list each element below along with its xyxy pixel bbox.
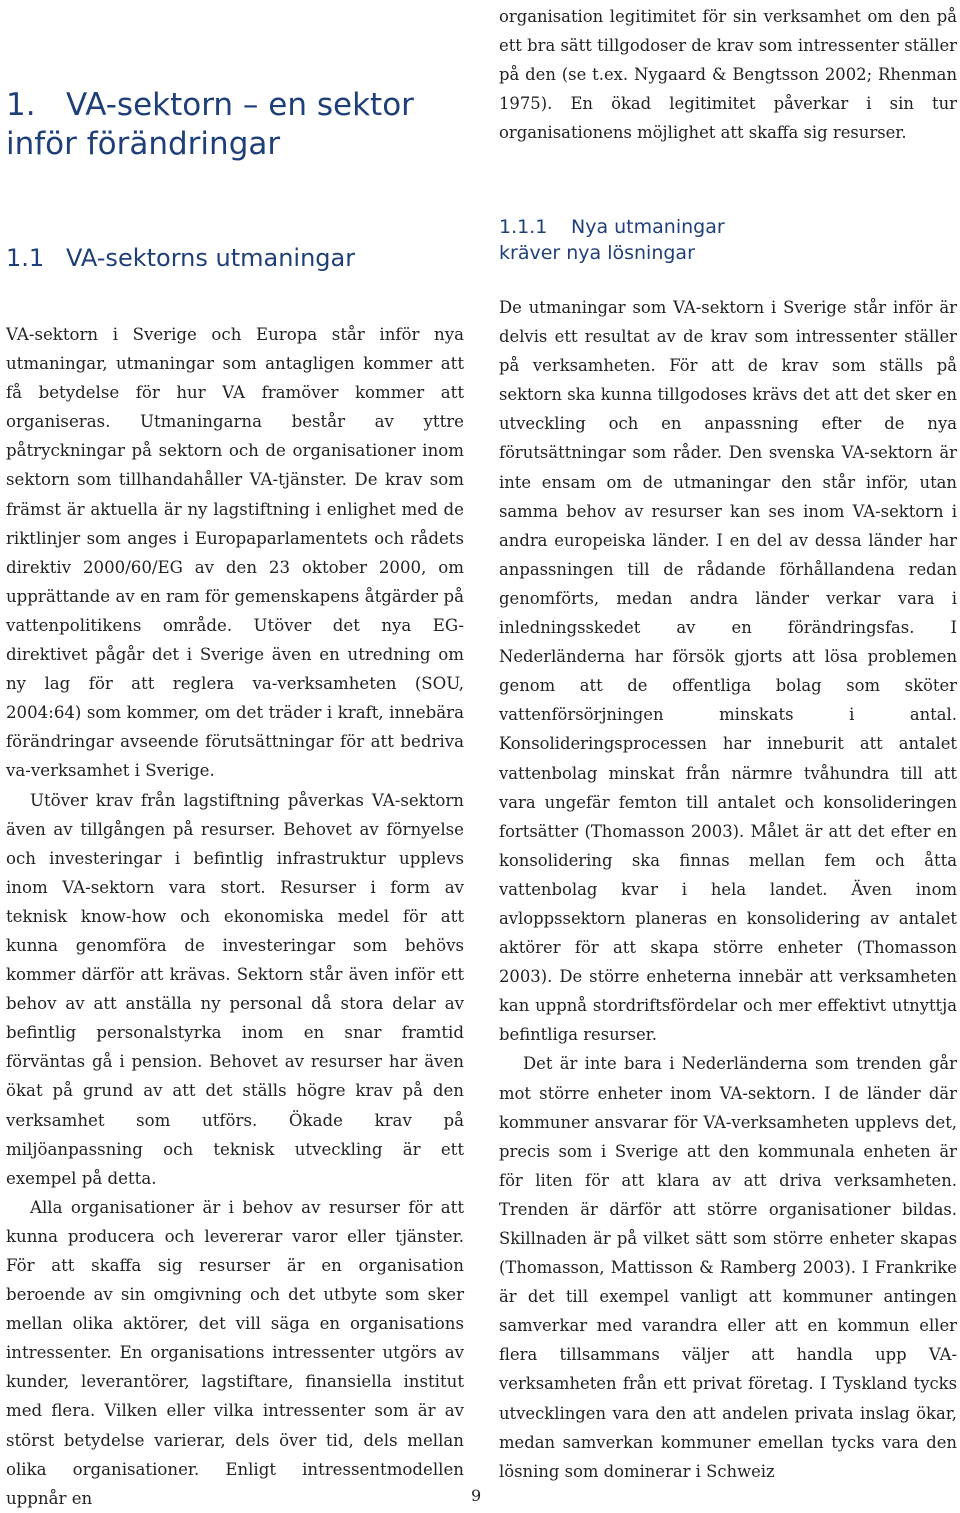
continued-paragraph: organisation legitimitet för sin verksamhet om den på ett bra sätt tillgodoser de krav som intressenter ställer på den (se t.ex. Nygaard & Bengtsson 2002; Rhenman 1975). En ökad legitimitet påverkar i sin tur organisationens möjlighet att skaffa sig resurser. [499, 7, 957, 143]
chapter-title-text: VA-sektorn – en sektor inför förändringar [6, 87, 414, 162]
paragraph: VA-sektorn i Sverige och Europa står inför nya utmaningar, utmaningar som antagligen kommer att få betydelse för hur VA framöver kommer att organiseras. Utmaningarna består av yttre påtryckningar på sektorn och de organisationer inom sektorn som tillhandahåller VA-tjänster. De krav som främst är aktuella är ny lagstiftning i enlighet med de riktlinjer som anges i Europaparlamentets och rådets direktiv 2000/60/EG av den 23 oktober 2000, om upprättande av en ram för gemenskapens åtgärder på vattenpolitikens område. Utöver det nya EG-direktivet pågår det i Sverige även en utredning om ny lag för att reglera va-verksamheten (SOU, 2004:64) som kommer, om det träder i kraft, innebära förändringar avseende förutsättningar för att bedriva va-verksamhet i Sverige. [6, 325, 464, 781]
right-column [499, 293, 957, 1486]
chapter-number: 1. [6, 87, 36, 123]
chapter-title [6, 86, 476, 164]
paragraph: Alla organisationer är i behov av resurser för att kunna producera och levererar varor eller tjänster. För att skaffa sig resurser är en organisation beroende av sin omgivning och det utbyte som sker mellan olika aktörer, det vill säga en organisations intressenter. En organisations intressenter utgörs av kunder, leverantörer, lagstiftare, finansiella institut med flera. Vilken eller vilka intressenter som är av störst betydelse varierar, dels över tid, dels mellan olika organisationer. Enligt intressentmodellen uppnår en [6, 1197, 464, 1508]
paragraph: De utmaningar som VA-sektorn i Sverige står inför är delvis ett resultat av de krav som intressenter ställer på verksamheten. För att de krav som ställs på sektorn ska kunna tillgodoses krävs det att det sker en utveckling och en anpassning efter de nya förutsättningar som råder. Den svenska VA-sektorn är inte ensam om de utmaningar den står inför, utan samma behov av resurser kan ses inom VA-sektorn i andra europeiska länder. I en del av dessa länder har anpassningen till de rådande förhållandena redan genomförts, medan andra länder verkar vara i inledningsskedet av en förändringsfas. I Nederländerna har försök gjorts att lösa problemen genom att de offentliga bolag som sköter vattenförsörjningen minskats i antal. Konsolideringsprocessen har inneburit att antalet vattenbolag minskat från närmre tvåhundra till att vara ungefär femton till antalet och konsolideringen fortsätter (Thomasson 2003). Målet är att det efter en konsolidering ska finnas mellan fem och åtta vattenbolag kvar i hela landet. Även inom avloppssektorn planeras en konsolidering av antalet aktörer för att skapa större enheter (Thomasson 2003). De större enheterna innebär att verksamheten kan uppnå stordriftsfördelar och mer effektivt utnyttja befintliga resurser. [499, 298, 957, 1045]
subsection-title [499, 214, 725, 266]
paragraph: Det är inte bara i Nederländerna som trenden går mot större enheter inom VA-sektorn. I de länder där kommuner ansvarar för VA-verksamheten upplevs det, precis som i Sverige att den kommunala enheten är för liten för att klara av att driva verksamheten. Trenden är därför att större organisationer bildas. Skillnaden är på vilket sätt som större enheter skapas (Thomasson, Mattisson & Ramberg 2003). I Frankrike är det till exempel vanligt att kommuner antingen samverkar med varandra eller att en kommun eller flera tillsammans väljer att handla upp VA-verksamheten från ett privat företag. I Tyskland tycks utvecklingen vara den att andelen privata inslag ökar, medan samverkan kommuner emellan tycks vara den lösning som dominerar i Schweiz [499, 1054, 957, 1481]
section-number: 1.1 [6, 244, 45, 272]
section-title-text: VA-sektorns utmaningar [66, 244, 356, 272]
subsection-title-line2: kräver nya lösningar [499, 242, 695, 264]
subsection-title-line1: Nya utmaningar [571, 216, 725, 238]
section-title [6, 243, 355, 273]
paragraph: Utöver krav från lagstiftning påverkas VA-sektorn även av tillgången på resurser. Behovet av förnyelse och investeringar i befintlig infrastruktur upplevs inom VA-sektorn vara stort. Resurser i form av teknisk know-how och ekonomiska medel för att kunna genomföra de investeringar som behövs kommer därför att krävas. Sektorn står även inför ett behov av att anställa ny personal då stora delar av befintlig personalstyrka inom en snar framtid förväntas gå i pension. Behovet av resurser har även ökat på grund av att det ställs högre krav på den verksamhet som utförs. Ökade krav på miljöanpassning och teknisk utveckling är ett exempel på detta. [6, 790, 464, 1188]
left-column [6, 320, 464, 1513]
subsection-number: 1.1.1 [499, 216, 548, 238]
page-number: 9 [471, 1486, 482, 1505]
